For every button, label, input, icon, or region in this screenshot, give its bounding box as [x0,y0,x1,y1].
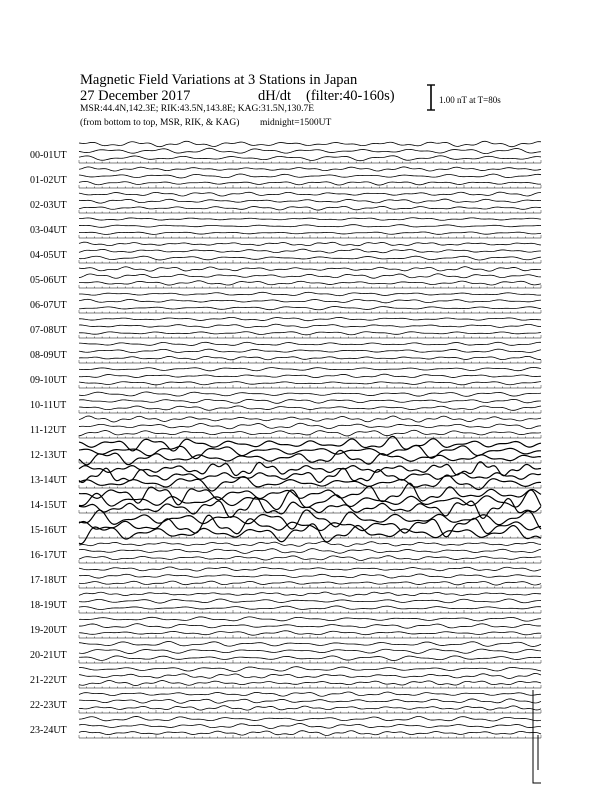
trace-KAG-22-23UT [79,692,541,696]
trace-RIK-19-20UT [79,624,541,628]
trace-RIK-09-10UT [79,374,541,377]
trace-KAG-01-02UT [79,167,541,171]
trace-RIK-10-11UT [79,399,541,403]
row-label-05-06UT: 05-06UT [30,275,67,286]
trace-KAG-04-05UT [79,242,541,246]
chart-metric: dH/dt [258,88,292,104]
row-label-18-19UT: 18-19UT [30,600,67,611]
trace-MSR-16-17UT [79,556,541,561]
row-label-22-23UT: 22-23UT [30,700,67,711]
trace-KAG-02-03UT [79,192,541,196]
trace-MSR-23-24UT [79,731,541,736]
scale-bar-label: 1.00 nT at T=80s [439,95,501,105]
trace-MSR-17-18UT [79,581,541,585]
row-label-09-10UT: 09-10UT [30,375,67,386]
trace-KAG-06-07UT [79,292,541,295]
trace-RIK-22-23UT [79,699,541,703]
trace-RIK-00-01UT [79,148,541,153]
row-label-19-20UT: 19-20UT [30,625,67,636]
trace-KAG-09-10UT [79,367,541,370]
row-label-07-08UT: 07-08UT [30,325,67,336]
trace-MSR-02-03UT [79,206,541,210]
end-spike-trace [533,690,541,783]
trace-RIK-15-16UT [79,515,541,537]
trace-MSR-15-16UT [79,524,541,544]
trace-MSR-07-08UT [79,332,541,335]
row-label-14-15UT: 14-15UT [30,500,67,511]
trace-MSR-14-15UT [79,497,541,518]
trace-MSR-20-21UT [79,656,541,661]
trace-MSR-00-01UT [79,156,541,161]
row-label-16-17UT: 16-17UT [30,550,67,561]
trace-RIK-12-13UT [79,445,541,458]
station-coordinates: MSR:44.4N,142.3E; RIK:43.5N,143.8E; KAG:31.5N,130.7E [80,104,315,114]
trace-RIK-20-21UT [79,649,541,654]
trace-RIK-21-22UT [79,673,541,678]
trace-RIK-04-05UT [79,249,541,253]
row-label-15-16UT: 15-16UT [30,525,67,536]
trace-KAG-23-24UT [79,716,541,721]
trace-RIK-02-03UT [79,199,541,203]
trace-MSR-10-11UT [79,406,541,410]
chart-date: 27 December 2017 [80,88,191,104]
trace-KAG-18-19UT [79,592,541,596]
row-label-13-14UT: 13-14UT [30,475,67,486]
row-label-11-12UT: 11-12UT [30,425,67,436]
trace-MSR-05-06UT [79,281,541,285]
trace-MSR-03-04UT [79,232,541,234]
trace-RIK-23-24UT [79,723,541,728]
trace-RIK-18-19UT [79,599,541,603]
trace-KAG-12-13UT [79,436,541,451]
row-label-20-21UT: 20-21UT [30,650,67,661]
trace-RIK-08-09UT [79,349,541,352]
trace-RIK-16-17UT [79,549,541,554]
chart-title: Magnetic Field Variations at 3 Stations in Japan [80,72,358,88]
row-label-17-18UT: 17-18UT [30,575,67,586]
trace-MSR-06-07UT [79,307,541,310]
trace-KAG-20-21UT [79,642,541,647]
trace-MSR-19-20UT [79,631,541,635]
row-label-04-05UT: 04-05UT [30,250,67,261]
trace-KAG-16-17UT [79,542,541,547]
trace-RIK-06-07UT [79,299,541,303]
trace-KAG-10-11UT [79,392,541,396]
midnight-note: midnight=1500UT [260,118,332,128]
trace-RIK-13-14UT [79,468,541,482]
row-label-00-01UT: 00-01UT [30,150,67,161]
trace-RIK-14-15UT [79,490,541,510]
row-label-10-11UT: 10-11UT [30,400,67,411]
trace-KAG-19-20UT [79,617,541,621]
trace-MSR-09-10UT [79,382,541,385]
trace-KAG-17-18UT [79,567,541,571]
trace-RIK-03-04UT [79,225,541,228]
chart-filter: (filter:40-160s) [306,88,395,104]
trace-MSR-21-22UT [79,681,541,686]
row-label-21-22UT: 21-22UT [30,675,67,686]
row-label-03-04UT: 03-04UT [30,225,67,236]
row-label-12-13UT: 12-13UT [30,450,67,461]
trace-MSR-04-05UT [79,256,541,260]
trace-RIK-01-02UT [79,174,541,178]
trace-RIK-05-06UT [79,274,541,278]
trace-KAG-03-04UT [79,218,541,221]
trace-MSR-22-23UT [79,706,541,710]
row-label-06-07UT: 06-07UT [30,300,67,311]
trace-MSR-18-19UT [79,606,541,609]
trace-KAG-05-06UT [79,267,541,271]
row-label-01-02UT: 01-02UT [30,175,67,186]
row-label-23-24UT: 23-24UT [30,725,67,736]
trace-RIK-11-12UT [79,423,541,428]
row-label-02-03UT: 02-03UT [30,200,67,211]
trace-order-note: (from bottom to top, MSR, RIK, & KAG) [80,118,240,128]
trace-RIK-07-08UT [79,324,541,328]
trace-RIK-17-18UT [79,574,541,578]
trace-KAG-07-08UT [79,317,541,320]
row-label-08-09UT: 08-09UT [30,350,67,361]
trace-KAG-00-01UT [79,141,541,146]
trace-KAG-21-22UT [79,667,541,672]
trace-KAG-08-09UT [79,342,541,345]
trace-MSR-01-02UT [79,181,541,185]
trace-MSR-08-09UT [79,356,541,359]
trace-KAG-11-12UT [79,416,541,422]
